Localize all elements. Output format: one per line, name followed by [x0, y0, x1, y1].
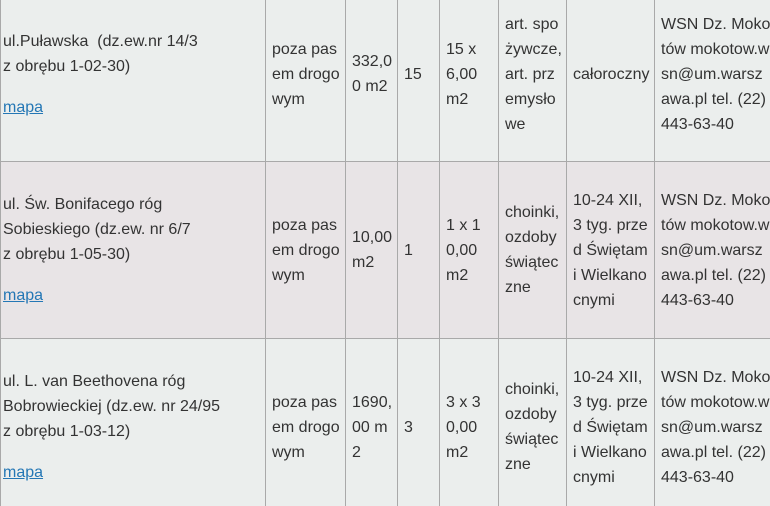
location-line: z obrębu 1-03-12) [3, 423, 131, 440]
goods-cell: art. spożywcze, art. przemysłowe [499, 0, 567, 162]
count-cell: 15 [398, 0, 440, 162]
period-cell: 10-24 XII, 3 tyg. przed Świętami Wielkanocnymi [567, 339, 655, 506]
location-line: ul. L. van Beethovena róg [3, 373, 186, 390]
stall-size-cell: 1 x 10,00 m2 [440, 162, 499, 339]
location-cell [1, 162, 266, 339]
location-cell [1, 339, 266, 506]
area-cell: 10,00 m2 [346, 162, 398, 339]
stall-size-cell: 15 x 6,00 m2 [440, 0, 499, 162]
location-line: Bobrowieckiej (dz.ew. nr 24/95 [3, 398, 220, 415]
table-row [1, 0, 770, 162]
contact-cell: WSN Dz. Mokotów mokotow.wsn@um.warszawa.pl tel. (22) 443-63-40 [655, 0, 770, 162]
location-line: z obrębu 1-02-30) [3, 57, 131, 75]
location-line: z obrębu 1-05-30) [3, 246, 131, 263]
stall-size-cell: 3 x 30,00 m2 [440, 339, 499, 506]
map-link[interactable]: mapa [3, 98, 44, 116]
count-cell: 3 [398, 339, 440, 506]
spacer [3, 79, 261, 95]
count-cell: 1 [398, 162, 440, 339]
location-line: Sobieskiego (dz.ew. nr 6/7 [3, 221, 191, 238]
spacer [3, 267, 261, 283]
contact-cell: WSN Dz. Mokotów mokotow.wsn@um.warszawa.pl tel. (22) 443-63-40 [655, 339, 770, 506]
placement-cell: poza pasem drogowym [266, 339, 346, 506]
location-line: ul. Św. Bonifacego róg [3, 196, 163, 213]
period-cell: całoroczny [567, 0, 655, 162]
goods-cell: choinki, ozdoby świąteczne [499, 339, 567, 506]
period-cell: 10-24 XII, 3 tyg. przed Świętami Wielkanocnymi [567, 162, 655, 339]
area-cell: 332,00 m2 [346, 0, 398, 162]
location-cell [1, 0, 266, 162]
placement-cell: poza pasem drogowym [266, 0, 346, 162]
map-link[interactable]: mapa [3, 464, 44, 481]
goods-cell: choinki, ozdoby świąteczne [499, 162, 567, 339]
map-link[interactable]: mapa [3, 287, 44, 304]
table-row [1, 339, 770, 506]
table-row [1, 162, 770, 339]
placement-cell: poza pasem drogowym [266, 162, 346, 339]
area-cell: 1690,00 m 2 [346, 339, 398, 506]
location-line: ul.Puławska (dz.ew.nr 14/3 [3, 32, 198, 50]
contact-cell: WSN Dz. Mokotów mokotow.wsn@um.warszawa.pl tel. (22) 443-63-40 [655, 162, 770, 339]
spacer [3, 444, 261, 460]
